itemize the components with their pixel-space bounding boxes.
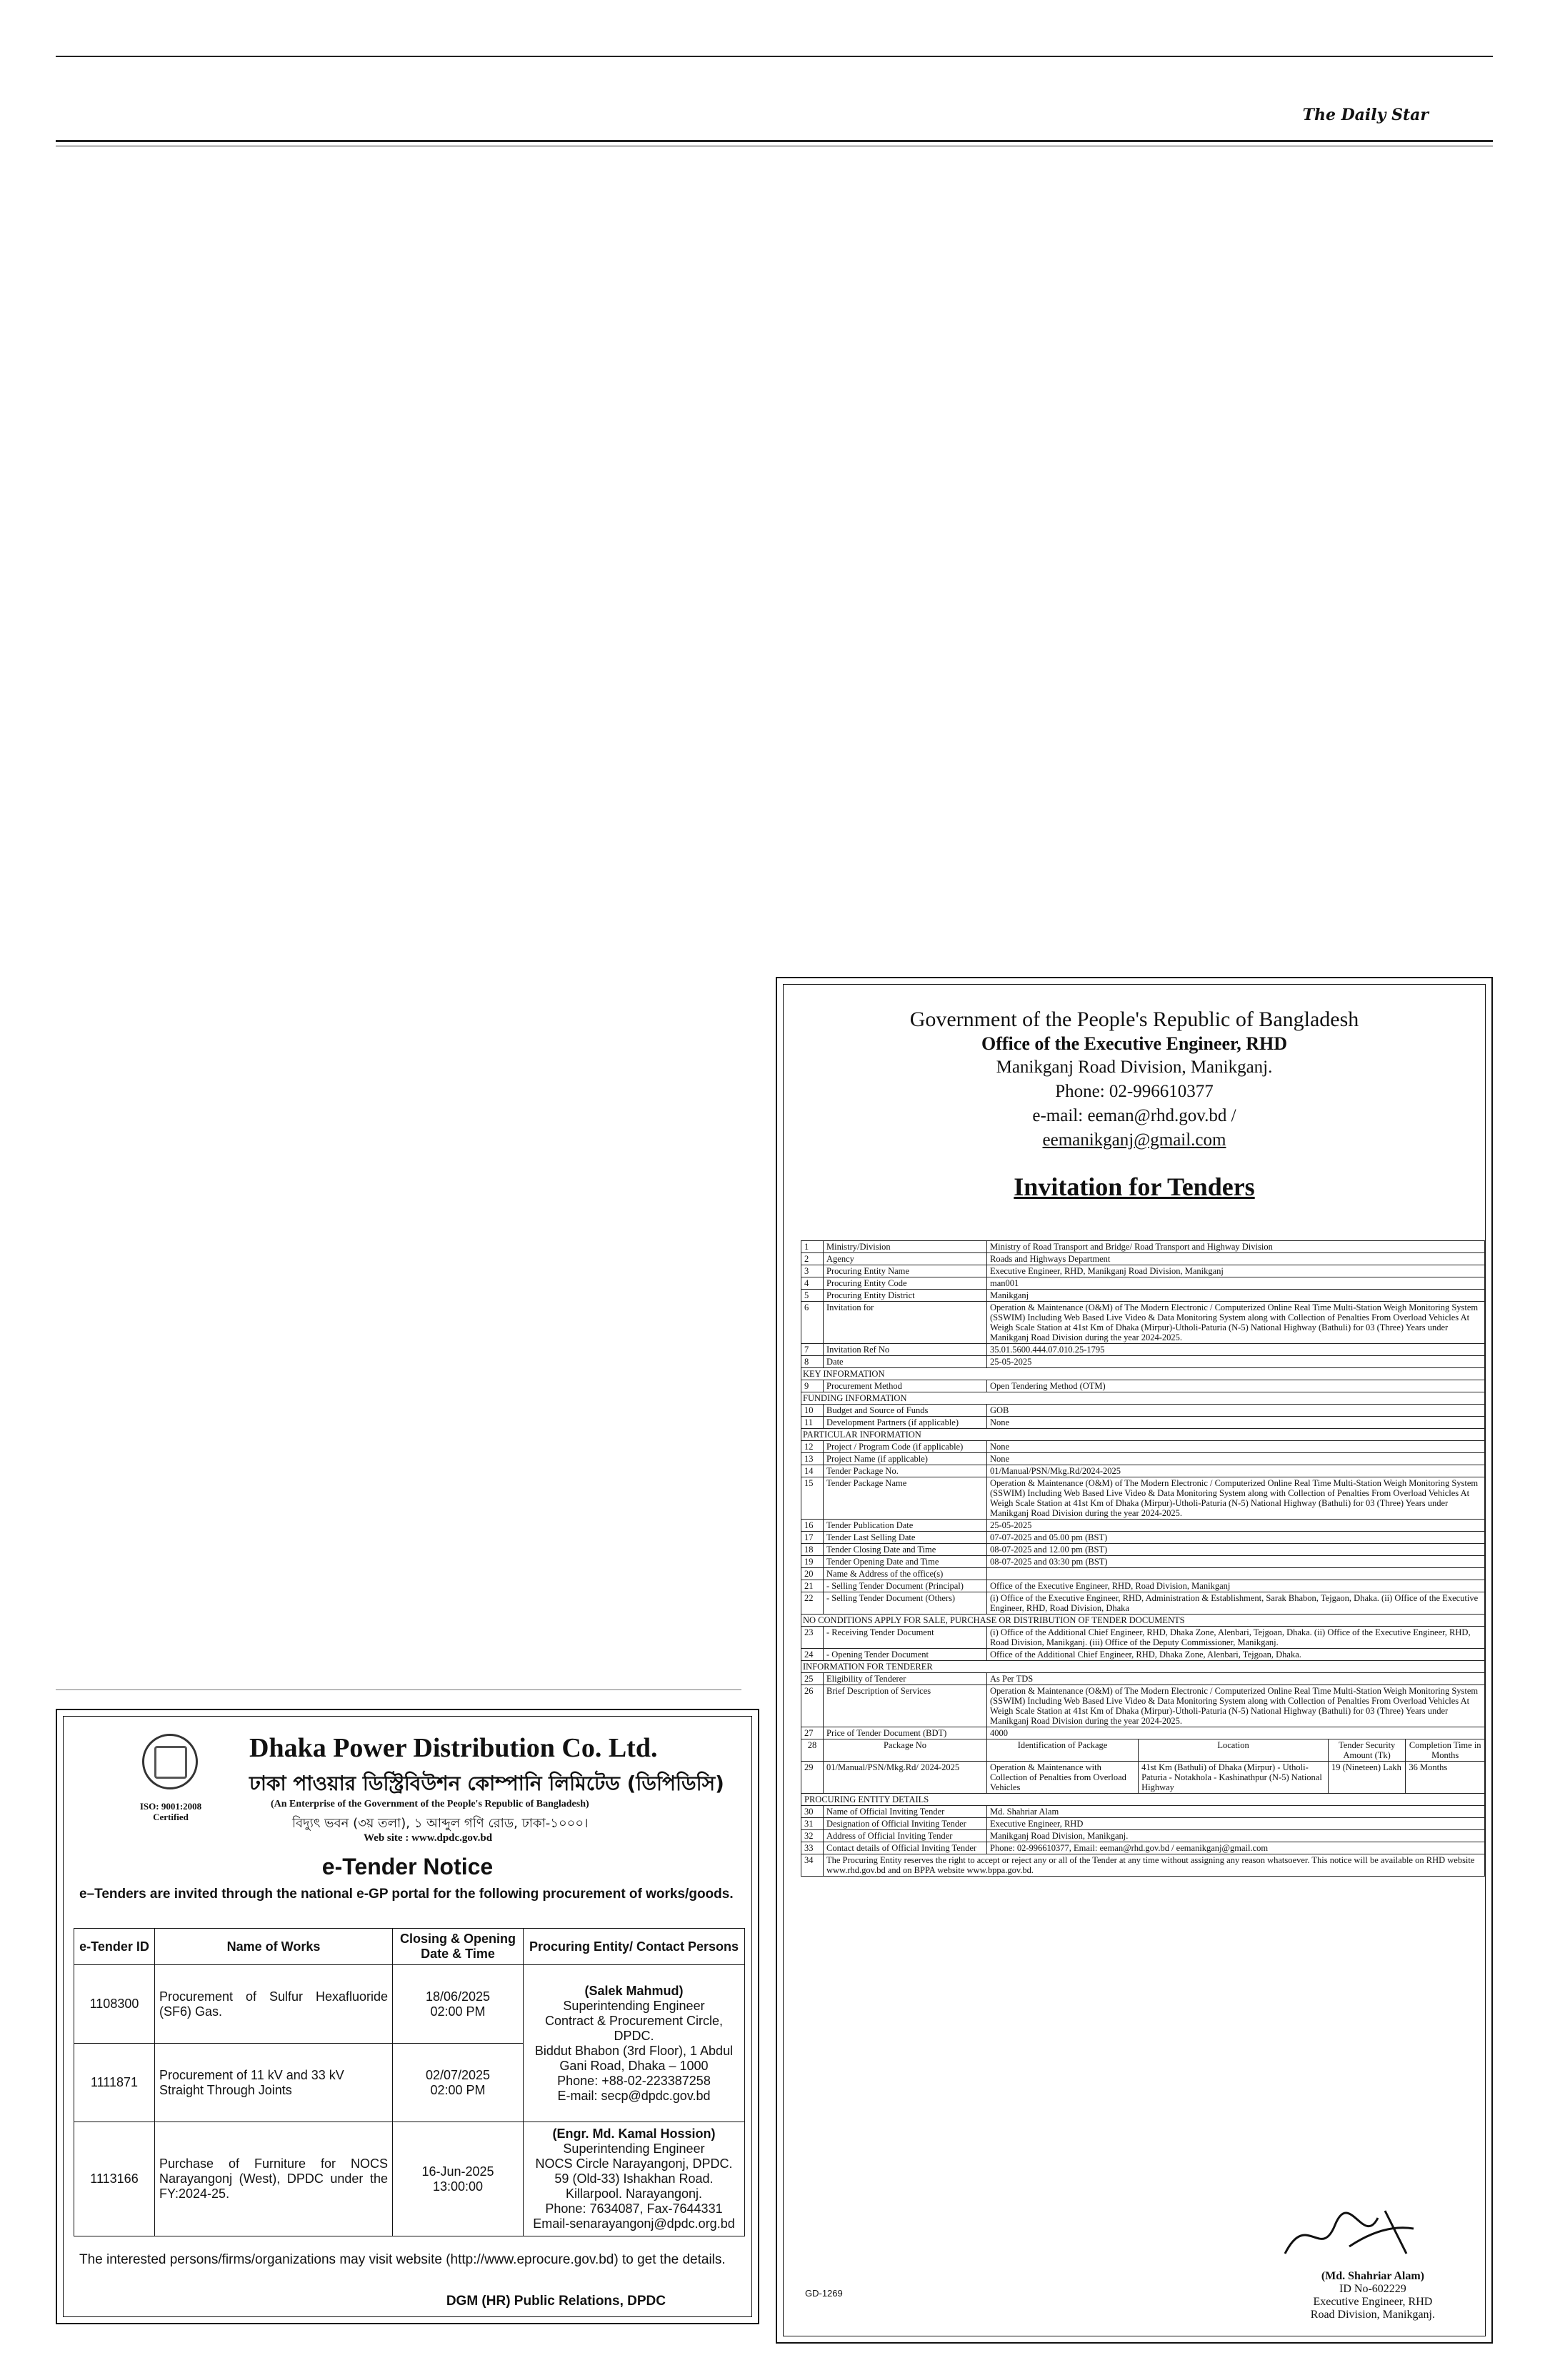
phone-line: Phone: 02-996610377 <box>1055 1082 1214 1101</box>
email-line-1: e-mail: eeman@rhd.gov.bd / <box>1032 1106 1236 1125</box>
dpdc-seal-icon <box>142 1734 198 1789</box>
dpdc-tender-notice <box>56 1709 759 2324</box>
gov-line: Government of the People's Republic of Bangladesh <box>909 1008 1359 1031</box>
table-row: 18 Tender Closing Date and Time 08-07-2025 and 12.00 pm (BST) <box>801 1544 1485 1556</box>
gd-number: GD-1269 <box>805 2288 843 2299</box>
tender-id: 1113166 <box>74 2122 155 2236</box>
table-row: 2 Agency Roads and Highways Department <box>801 1253 1485 1265</box>
section-header: INFORMATION FOR TENDERER <box>801 1661 1485 1673</box>
table-row: 24 - Opening Tender Document Office of the Additional Chief Engineer, RHD, Dhaka Zone, Alenbari, Tejgoan, Dhaka. <box>801 1649 1485 1661</box>
table-row: 14 Tender Package No. 01/Manual/PSN/Mkg.Rd/2024-2025 <box>801 1465 1485 1477</box>
notice-intro: e–Tenders are invited through the national e-GP portal for the following procurement of works/goods. <box>79 1887 734 1902</box>
office-line: Office of the Executive Engineer, RHD <box>981 1033 1287 1054</box>
table-row: 1 Ministry/Division Ministry of Road Transport and Bridge/ Road Transport and Highway Division <box>801 1241 1485 1253</box>
work-name: Procurement of 11 kV and 33 kV Straight Through Joints <box>155 2044 393 2122</box>
work-name: Purchase of Furniture for NOCS Narayangonj (West), DPDC under the FY:2024-25. <box>155 2122 393 2236</box>
closing-date: 02/07/2025 02:00 PM <box>393 2044 524 2122</box>
tender-table <box>74 1928 745 2236</box>
closing-date: 16-Jun-2025 13:00:00 <box>393 2122 524 2236</box>
table-row: 8 Date 25-05-2025 <box>801 1356 1485 1368</box>
section-header: PROCURING ENTITY DETAILS <box>801 1794 1485 1806</box>
table-row: 31 Designation of Official Inviting Tender Executive Engineer, RHD <box>801 1818 1485 1830</box>
tender-id: 1111871 <box>74 2044 155 2122</box>
package-row: 29 01/Manual/PSN/Mkg.Rd/ 2024-2025 Operation & Maintenance with Collection of Penalties from Overload Vehicles 41st Km (Bathuli) of Dhaka (Mirpur) - Utholi- Paturia - Notakhola - Kashinathpur (N-5) National Highway 19 (Nineteen) Lakh 36 Months <box>801 1762 1485 1794</box>
contact-person-1: (Salek Mahmud) Superintending Engineer Contract & Procurement Circle, DPDC. Biddut Bhabon (3rd Floor), 1 Abdul Gani Road, Dhaka – 1000 Phone: +88-02-223387258 E-mail: secp@dpdc.gov.bd <box>524 1965 745 2122</box>
enterprise-line: (An Enterprise of the Government of the People's Republic of Bangladesh) <box>271 1799 589 1809</box>
table-row: 23 - Receiving Tender Document (i) Office of the Additional Chief Engineer, RHD, Dhaka Zone, Alenbari, Tejgoan, Dhaka. (ii) Office of the Executive Engineer, RHD, Road Division, Manikganj. (iii) Office of the Deputy Commissioner, Manikganj. <box>801 1627 1485 1649</box>
table-row: 10 Budget and Source of Funds GOB <box>801 1405 1485 1417</box>
table-row: 16 Tender Publication Date 25-05-2025 <box>801 1520 1485 1532</box>
divider <box>56 1689 741 1690</box>
rhd-invitation-for-tenders <box>776 977 1493 2344</box>
table-row <box>74 2122 745 2236</box>
table-row: 27 Price of Tender Document (BDT) 4000 <box>801 1727 1485 1739</box>
table-row: 12 Project / Program Code (if applicable) None <box>801 1441 1485 1453</box>
company-name: Dhaka Power Distribution Co. Ltd. <box>249 1733 658 1763</box>
address-bn: বিদ্যুৎ ভবন (৩য় তলা), ১ আব্দুল গণি রোড, ঢাকা-১০০০। <box>292 1816 589 1831</box>
footer-text: The interested persons/firms/organizations may visit website (http://www.eprocure.gov.bd) to get the details. <box>79 2252 726 2267</box>
signature-icon <box>1278 2204 1421 2268</box>
table-row: 7 Invitation Ref No 35.01.5600.444.07.010.25-1795 <box>801 1344 1485 1356</box>
table-row: 25 Eligibility of Tenderer As Per TDS <box>801 1673 1485 1685</box>
table-row: 26 Brief Description of Services Operation & Maintenance (O&M) of The Modern Electronic / Computerized Online Real Time Multi-Station Weigh Monitoring System (SSWIM) Including Web Based Live Video & Data Monitoring System along with Collection of Penalties From Overload Vehicles At Weigh Scale Station at 41st Km of Dhaka (Mirpur)-Utholi-Paturia (N-5) National Highway (Bathuli) for 03 (Three) Years under Manikganj Road Division during the year 2024-2025. <box>801 1685 1485 1727</box>
signoff: DGM (HR) Public Relations, DPDC <box>446 2294 666 2309</box>
table-row: 32 Address of Official Inviting Tender Manikganj Road Division, Manikganj. <box>801 1830 1485 1842</box>
notice-title: e-Tender Notice <box>321 1854 494 1879</box>
tender-id: 1108300 <box>74 1965 155 2044</box>
invitation-title: Invitation for Tenders <box>1014 1173 1255 1201</box>
masthead: The Daily Star <box>1302 106 1429 124</box>
header-id: e-Tender ID <box>74 1929 155 1965</box>
table-row: 9 Procurement Method Open Tendering Method (OTM) <box>801 1380 1485 1392</box>
header-date: Closing & Opening Date & Time <box>393 1929 524 1965</box>
table-row: 33 Contact details of Official Inviting Tender Phone: 02-996610377, Email: eeman@rhd.gov.bd / eemanikganj@gmail.com <box>801 1842 1485 1854</box>
tender-info-table <box>801 1240 1485 1877</box>
company-name-bn: ঢাকা পাওয়ার ডিস্ট্রিবিউশন কোম্পানি লিমিটেড (ডিপিডিসি) <box>249 1772 724 1795</box>
table-row: 30 Name of Official Inviting Tender Md. Shahriar Alam <box>801 1806 1485 1818</box>
table-row: 5 Procuring Entity District Manikganj <box>801 1290 1485 1302</box>
table-row: 11 Development Partners (if applicable) None <box>801 1417 1485 1429</box>
note-row: 34 The Procuring Entity reserves the right to accept or reject any or all of the Tender at any time without assigning any reason whatsoever. This notice will be available on RHD website www.rhd.gov.bd and on BPPA website www.bppa.gov.bd. <box>801 1854 1485 1877</box>
iso-label: ISO: 9001:2008 Certified <box>139 1801 202 1822</box>
section-header: NO CONDITIONS APPLY FOR SALE, PURCHASE OR DISTRIBUTION OF TENDER DOCUMENTS <box>801 1615 1485 1627</box>
header-contact: Procuring Entity/ Contact Persons <box>524 1929 745 1965</box>
section-header: FUNDING INFORMATION <box>801 1392 1485 1405</box>
closing-date: 18/06/2025 02:00 PM <box>393 1965 524 2044</box>
division-line: Manikganj Road Division, Manikganj. <box>996 1058 1273 1077</box>
signature-block: (Md. Shahriar Alam) ID No-602229 Executive Engineer, RHD Road Division, Manikganj. <box>1310 2270 1435 2321</box>
table-row: 13 Project Name (if applicable) None <box>801 1453 1485 1465</box>
table-row: 17 Tender Last Selling Date 07-07-2025 and 05.00 pm (BST) <box>801 1532 1485 1544</box>
table-row <box>74 1965 745 2044</box>
section-header: PARTICULAR INFORMATION <box>801 1429 1485 1441</box>
table-row: 4 Procuring Entity Code man001 <box>801 1277 1485 1290</box>
table-row: 3 Procuring Entity Name Executive Engineer, RHD, Manikganj Road Division, Manikganj <box>801 1265 1485 1277</box>
table-row: 22 - Selling Tender Document (Others) (i) Office of the Executive Engineer, RHD, Administration & Establishment, Sarak Bhabon, Tejgaon, Dhaka. (ii) Office of the Executive Engineer, RHD, Road Division, Dhaka <box>801 1592 1485 1615</box>
table-row: 15 Tender Package Name Operation & Maintenance (O&M) of The Modern Electronic / Computerized Online Real Time Multi-Station Weigh Monitoring System (SSWIM) Including Web Based Live Video & Data Monitoring System along with Collection of Penalties From Overload Vehicles At Weigh Scale Station at 41st Km of Dhaka (Mirpur)-Utholi-Paturia (N-5) National Highway (Bathuli) for 03 (Three) Years under Manikganj Road Division during the year 2024-2025. <box>801 1477 1485 1520</box>
table-row: 21 - Selling Tender Document (Principal) Office of the Executive Engineer, RHD, Road Division, Manikganj <box>801 1580 1485 1592</box>
work-name: Procurement of Sulfur Hexafluoride (SF6) Gas. <box>155 1965 393 2044</box>
table-row: 6 Invitation for Operation & Maintenance (O&M) of The Modern Electronic / Computerized Online Real Time Multi-Station Weigh Monitoring System (SSWIM) Including Web Based Live Video & Data Monitoring System along with Collection of Penalties From Overload Vehicles At Weigh Scale Station at 41st Km of Dhaka (Mirpur)-Utholi-Paturia (N-5) National Highway (Bathuli) for 03 (Three) Years under Manikganj Road Division during the year 2024-2025. <box>801 1302 1485 1344</box>
package-header: 28 Package No Identification of Package Location Tender Security Amount (Tk) Completion Time in Months <box>801 1739 1485 1762</box>
header-works: Name of Works <box>155 1929 393 1965</box>
section-header: KEY INFORMATION <box>801 1368 1485 1380</box>
contact-person-2: (Engr. Md. Kamal Hossion) Superintending Engineer NOCS Circle Narayangonj, DPDC. 59 (Old-33) Ishakhan Road. Killarpool. Narayangonj. Phone: 7634087, Fax-7644331 Email-senarayangonj@dpdc.org.bd <box>524 2122 745 2236</box>
table-row: 19 Tender Opening Date and Time 08-07-2025 and 03:30 pm (BST) <box>801 1556 1485 1568</box>
table-row: 20 Name & Address of the office(s) <box>801 1568 1485 1580</box>
website: Web site : www.dpdc.gov.bd <box>364 1832 493 1844</box>
email-line-2: eemanikganj@gmail.com <box>1042 1130 1226 1150</box>
